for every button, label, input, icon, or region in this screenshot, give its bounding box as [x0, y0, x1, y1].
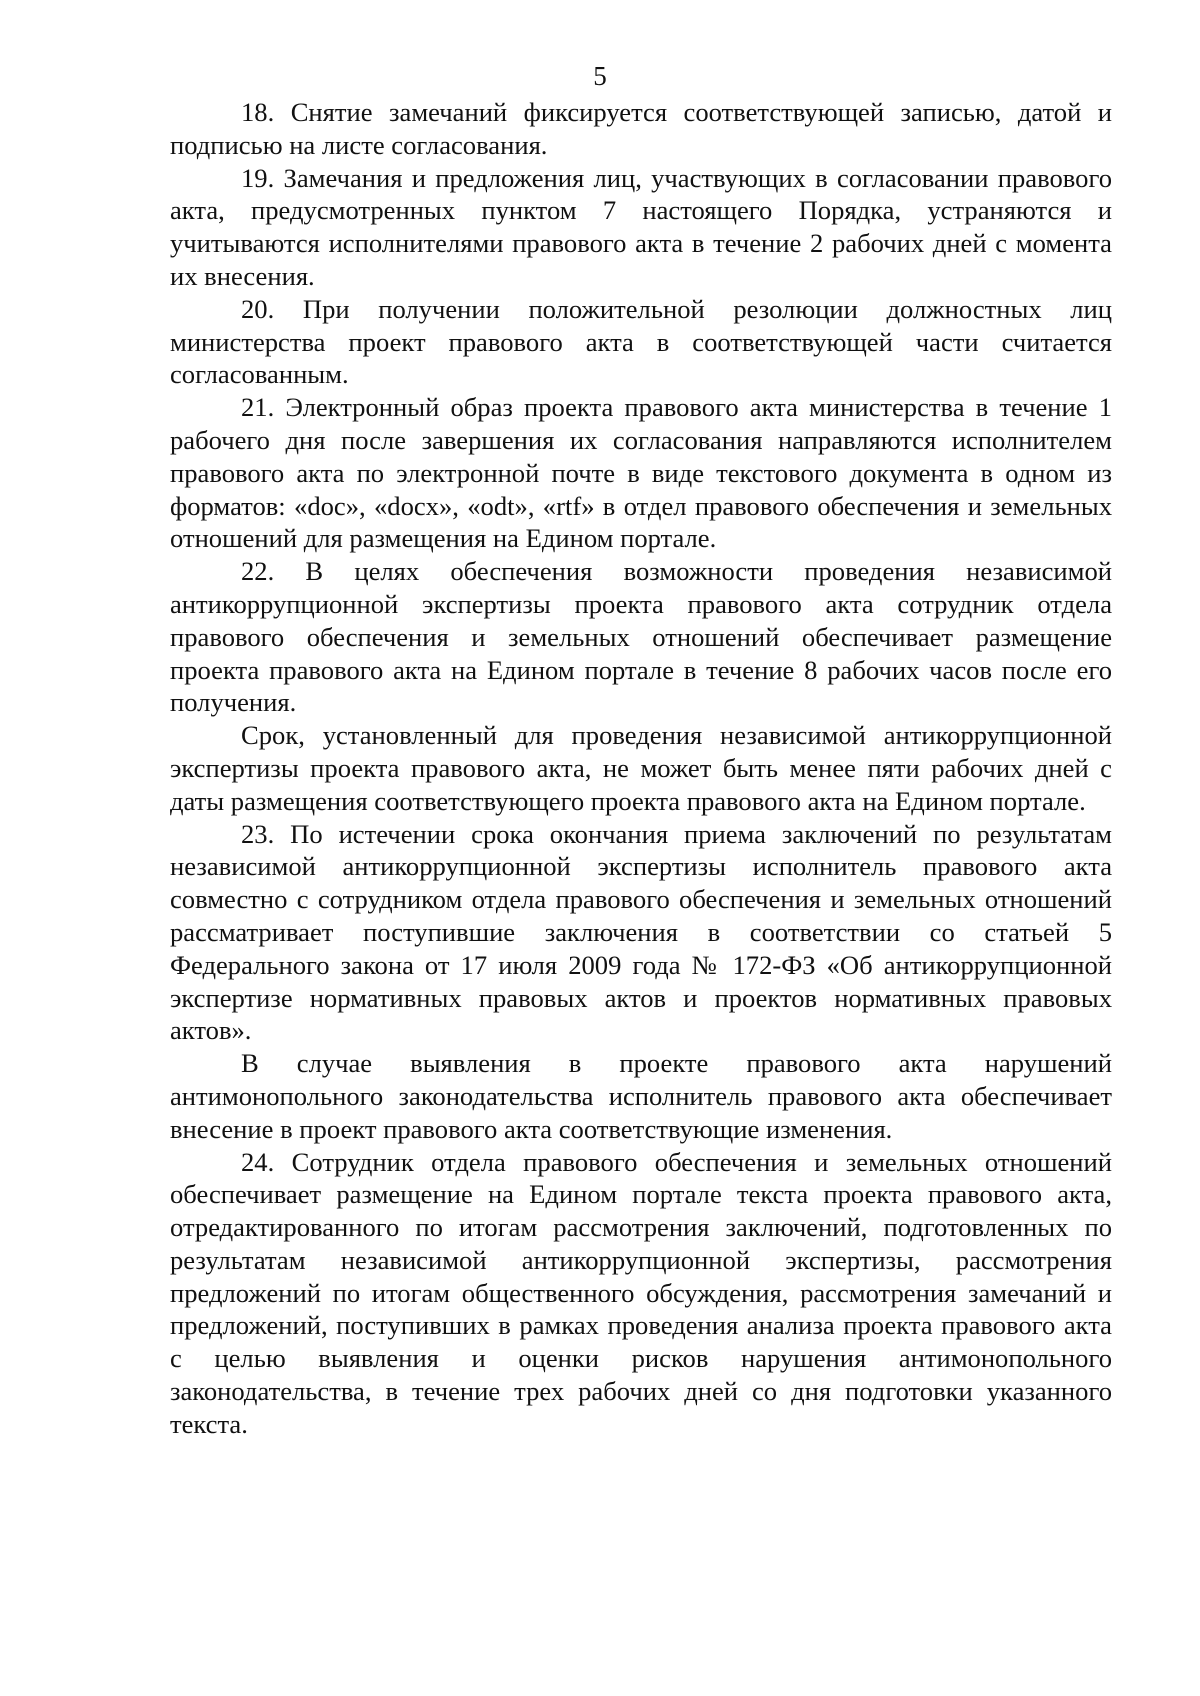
paragraph-18: 18. Снятие замечаний фиксируется соответствующей записью, датой и подписью на листе согласования. [170, 97, 1112, 160]
paragraph-24: 24. Сотрудник отдела правового обеспечения и земельных отношений обеспечивает размещение на Едином портале текста проекта правового акта, отредактированного по итогам рассмотрения заключений, подготовленных по результатам независимой антикоррупционной экспертизы, рассмотрения предложений по итогам общественного обсуждения, рассмотрения замечаний и предложений, поступивших в рамках проведения анализа проекта правового акта с целью выявления и оценки рисков нарушения антимонопольного законодательства, в течение трех рабочих дней со дня подготовки указанного текста. [170, 1146, 1112, 1439]
paragraph-19: 19. Замечания и предложения лиц, участвующих в согласовании правового акта, предусмотренных пунктом 7 настоящего Порядка, устраняются и учитываются исполнителями правового акта в течение 2 рабочих дней с момента их внесения. [170, 162, 1112, 291]
paragraph-23-continuation: В случае выявления в проекте правового акта нарушений антимонопольного законодательства исполнитель правового акта обеспечивает внесение в проект правового акта соответствующие изменения. [170, 1048, 1112, 1144]
paragraph-22-continuation: Срок, установленный для проведения независимой антикоррупционной экспертизы проекта правового акта, не может быть менее пяти рабочих дней с даты размещения соответствующего проекта правового акта на Едином портале. [170, 720, 1112, 816]
page-number: 5 [593, 61, 607, 91]
paragraph-22: 22. В целях обеспечения возможности проведения независимой антикоррупционной экспертизы проекта правового акта сотрудник отдела правового обеспечения и земельных отношений обеспечивает размещение проекта правового акта на Едином портале в течение 8 рабочих часов после его получения. [170, 556, 1112, 718]
document-body [170, 96, 1112, 1441]
paragraph-23: 23. По истечении срока окончания приема заключений по результатам независимой антикоррупционной экспертизы исполнитель правового акта совместно с сотрудником отдела правового обеспечения и земельных отношений рассматривает поступившие заключения в соответствии со статьей 5 Федерального закона от 17 июля 2009 года № 172-ФЗ «Об антикоррупционной экспертизе нормативных правовых актов и проектов нормативных правовых актов». [170, 818, 1112, 1046]
paragraph-20: 20. При получении положительной резолюции должностных лиц министерства проект правового акта в соответствующей части считается согласованным. [170, 293, 1112, 390]
paragraph-21: 21. Электронный образ проекта правового акта министерства в течение 1 рабочего дня после завершения их согласования направляются исполнителем правового акта по электронной почте в виде текстового документа в одном из форматов: «doc», «docx», «odt», «rtf» в отдел правового обеспечения и земельных отношений для размещения на Едином портале. [170, 392, 1112, 554]
